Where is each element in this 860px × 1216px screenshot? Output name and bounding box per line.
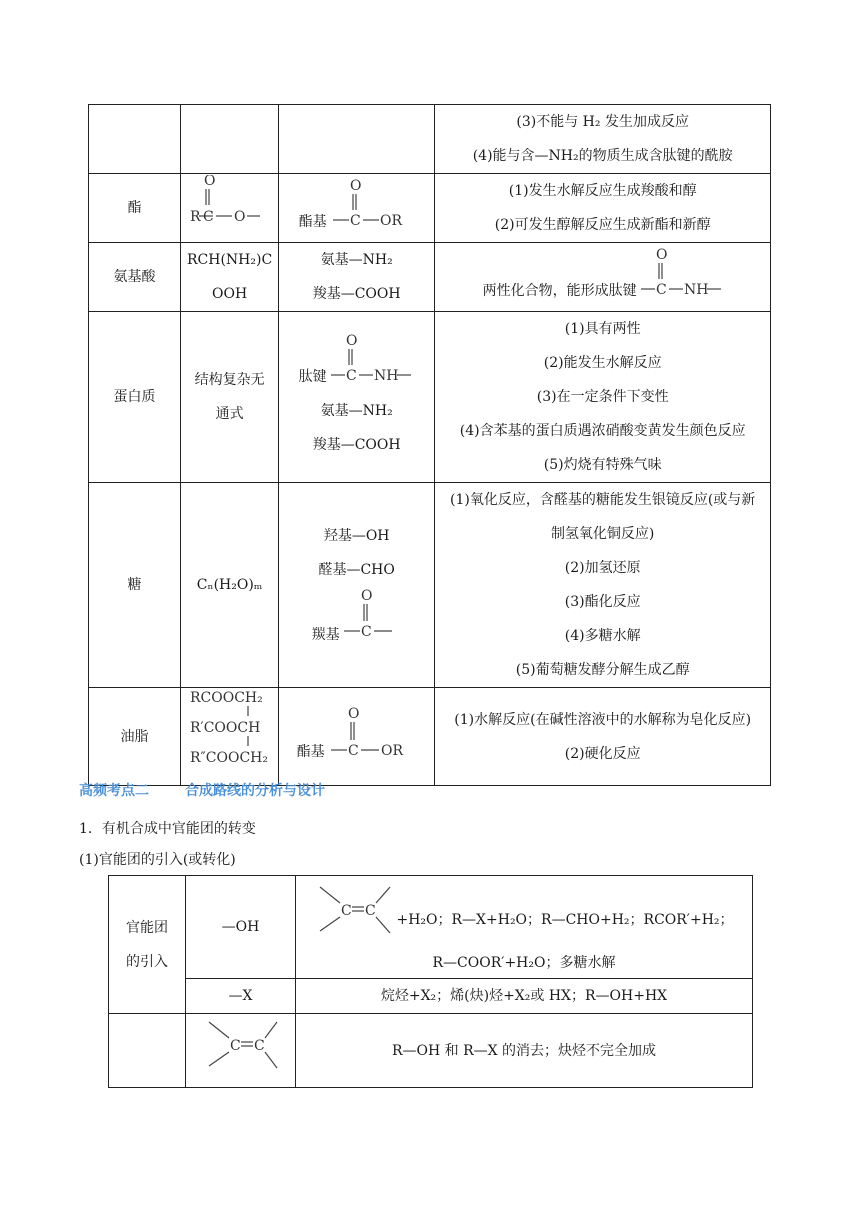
properties-cell: (1)氧化反应，含醛基的糖能发生银镜反应(或与新 制氢氧化铜反应) (2)加氢还原 (3)酯化反应 (4)多糖水解 (5)葡萄糖发酵分解生成乙醇 xyxy=(435,483,771,688)
peptide-bond-icon xyxy=(639,247,723,301)
paragraph-heading: 1．有机合成中官能团的转变 xyxy=(79,821,256,837)
methods-cell: C C +H₂O；R—X+H₂O；R—CHO+H₂；RCOR′+H₂； R—COOR′+H₂O；多糖水解 xyxy=(296,876,753,979)
group-introduction-table xyxy=(108,875,753,1088)
table-row xyxy=(89,312,771,483)
table-row xyxy=(89,243,771,312)
svg-text:OR: OR xyxy=(380,743,403,759)
alkene-icon xyxy=(314,877,394,939)
svg-text:O: O xyxy=(347,706,360,722)
svg-text:C: C xyxy=(345,367,357,384)
functional-group-table xyxy=(88,104,771,786)
functional-group-cell: 肽键 C O NH 氨基—NH₂ 羧基—COOH xyxy=(279,312,435,483)
table-row xyxy=(109,1014,753,1088)
svg-text:C: C xyxy=(347,743,359,759)
section-heading xyxy=(79,780,325,800)
properties-cell: 两性化合物，能形成肽键 C O NH xyxy=(435,243,771,312)
table-row xyxy=(89,688,771,786)
properties-cell: (1)发生水解反应生成羧酸和醇 (2)可发生醇解反应生成新酯和新醇 xyxy=(435,174,771,243)
svg-text:O: O xyxy=(345,332,358,349)
group-cell: —X xyxy=(186,979,296,1014)
functional-group-cell: 酯基 C O OR xyxy=(279,688,435,786)
peptide-bond-icon xyxy=(329,333,415,387)
compound-name: 酯 xyxy=(89,174,181,243)
svg-text:C: C xyxy=(655,281,667,298)
formula-cell: Cₙ(H₂O)ₘ xyxy=(181,483,279,688)
svg-text:R″COOCH₂: R″COOCH₂ xyxy=(189,750,268,766)
section-title: 合成路线的分析与设计 xyxy=(185,783,325,799)
triglyceride-formula xyxy=(181,688,279,786)
compound-name: 糖 xyxy=(89,483,181,688)
compound-name: 蛋白质 xyxy=(89,312,181,483)
svg-text:O: O xyxy=(360,587,373,604)
svg-text:C: C xyxy=(341,903,353,919)
ester-group-icon xyxy=(327,704,417,762)
svg-text:C: C xyxy=(229,1038,241,1054)
table-row xyxy=(109,876,753,979)
methods-cell: 烷烃+X₂；烯(炔)烃+X₂或 HX；R—OH+HX xyxy=(296,979,753,1014)
properties-cell: (1)水解反应(在碱性溶液中的水解称为皂化反应) (2)硬化反应 xyxy=(435,688,771,786)
svg-text:C: C xyxy=(202,208,214,225)
svg-text:C: C xyxy=(349,212,361,229)
compound-name: 油脂 xyxy=(89,688,181,786)
svg-text:O: O xyxy=(349,177,362,194)
svg-text:OR: OR xyxy=(379,212,402,229)
svg-text:R: R xyxy=(189,208,201,225)
ester-group-icon xyxy=(329,178,415,232)
table-row xyxy=(109,979,753,1014)
functional-group-cell: 氨基—NH₂ 羧基—COOH xyxy=(279,243,435,312)
properties-cell: (3)不能与 H₂ 发生加成反应 (4)能与含—NH₂的物质生成含肽键的酰胺 xyxy=(435,105,771,174)
compound-name: 氨基酸 xyxy=(89,243,181,312)
ester-structure-icon xyxy=(188,175,272,229)
formula-cell: RCH(NH₂)C OOH xyxy=(181,243,279,312)
svg-text:RCOOCH₂: RCOOCH₂ xyxy=(189,690,263,706)
svg-text:C: C xyxy=(253,1038,265,1054)
svg-text:NH: NH xyxy=(373,367,399,384)
ester-formula xyxy=(181,174,279,243)
svg-text:O: O xyxy=(233,208,246,225)
svg-text:R′COOCH: R′COOCH xyxy=(189,720,260,736)
group-cell xyxy=(186,1014,296,1088)
carbonyl-icon xyxy=(342,587,402,645)
functional-group-cell: 酯基 C O OR xyxy=(279,174,435,243)
functional-group-cell: 羟基—OH 醛基—CHO 羰基 C O xyxy=(279,483,435,688)
table-row xyxy=(89,174,771,243)
formula-cell: 结构复杂无 通式 xyxy=(181,312,279,483)
methods-cell: R—OH 和 R—X 的消去；炔烃不完全加成 xyxy=(296,1014,753,1088)
svg-text:O: O xyxy=(655,246,668,263)
svg-text:C: C xyxy=(365,903,377,919)
table-row xyxy=(89,105,771,174)
triglyceride-structure-icon xyxy=(188,688,272,772)
properties-cell: (1)具有两性 (2)能发生水解反应 (3)在一定条件下变性 (4)含苯基的蛋白质遇浓硝酸变黄发生颜色反应 (5)灼烧有特殊气味 xyxy=(435,312,771,483)
alkene-icon xyxy=(201,1014,281,1074)
sub-heading: (1)官能团的引入(或转化) xyxy=(79,852,236,868)
group-cell: —OH xyxy=(186,876,296,979)
svg-text:NH: NH xyxy=(683,281,709,298)
svg-text:O: O xyxy=(203,174,216,189)
section-label: 高频考点二 xyxy=(79,783,149,799)
svg-text:C: C xyxy=(360,623,372,640)
row-header: 官能团 的引入 xyxy=(109,876,186,1014)
table-row xyxy=(89,483,771,688)
